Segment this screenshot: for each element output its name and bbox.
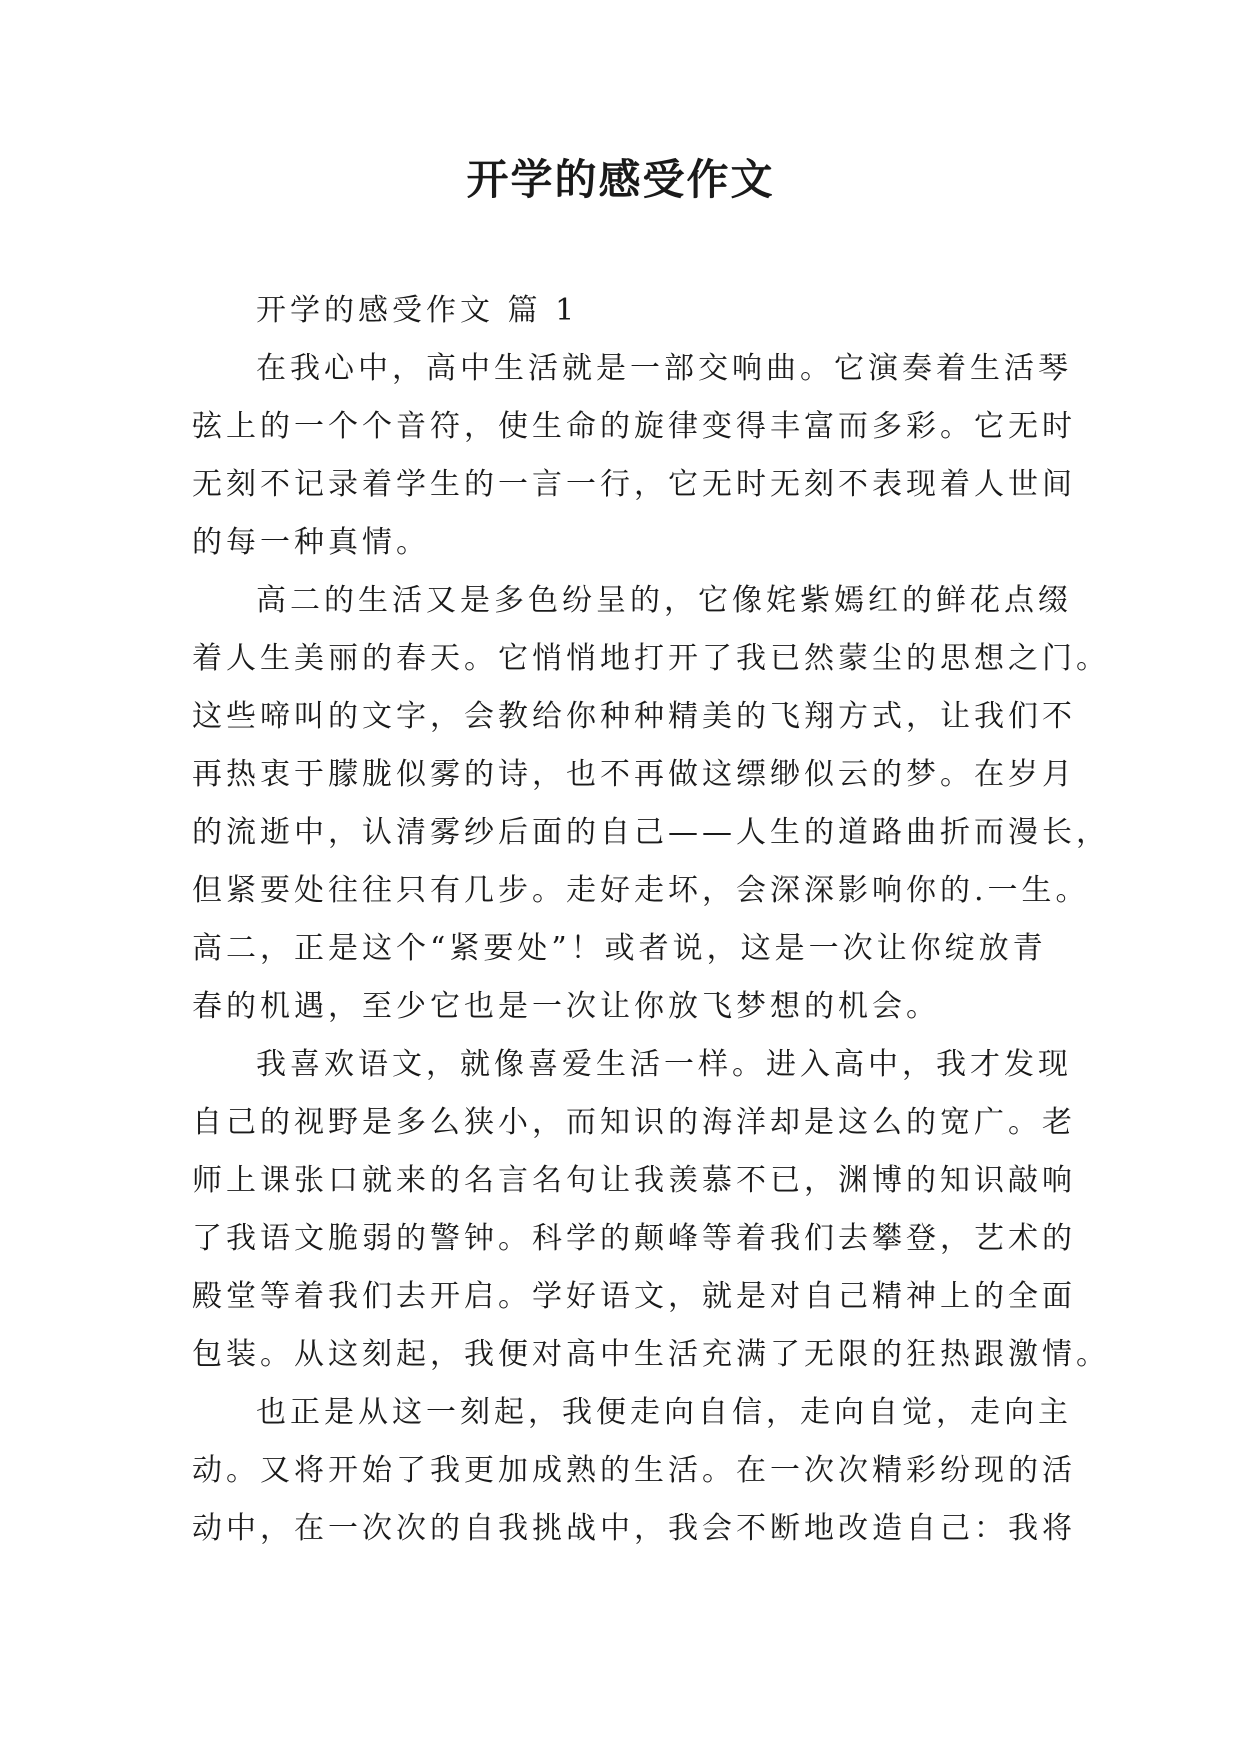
text-line: 在我心中，高中生活就是一部交响曲。它演奏着生活琴: [256, 351, 1072, 386]
text-line: 动。又将开始了我更加成熟的生活。在一次次精彩纷现的活: [192, 1453, 1076, 1488]
text-line: 包装。从这刻起，我便对高中生活充满了无限的狂热跟激情。: [192, 1337, 1110, 1372]
text-line: 的流逝中，认清雾纱后面的自己——人生的道路曲折而漫长，: [192, 815, 1110, 850]
text-line: 高二，正是这个“紧要处”！或者说，这是一次让你绽放青: [192, 931, 1047, 966]
text-line: 无刻不记录着学生的一言一行，它无时无刻不表现着人世间: [192, 467, 1076, 502]
document-title: 开学的感受作文: [466, 155, 775, 204]
text-line: 的每一种真情。: [192, 525, 430, 560]
text-line: 殿堂等着我们去开启。学好语文，就是对自己精神上的全面: [192, 1279, 1076, 1314]
text-line: 动中，在一次次的自我挑战中，我会不断地改造自己：我将: [192, 1511, 1076, 1546]
text-line: 高二的生活又是多色纷呈的，它像姹紫嫣红的鲜花点缀: [256, 583, 1072, 618]
text-line: 着人生美丽的春天。它悄悄地打开了我已然蒙尘的思想之门。: [192, 641, 1110, 676]
text-line: 自己的视野是多么狭小，而知识的海洋却是这么的宽广。老: [192, 1105, 1076, 1140]
text-line: 这些啼叫的文字，会教给你种种精美的飞翔方式，让我们不: [192, 699, 1076, 734]
text-line: 师上课张口就来的名言名句让我羡慕不已，渊博的知识敲响: [192, 1163, 1076, 1198]
text-line: 我喜欢语文，就像喜爱生活一样。进入高中，我才发现: [256, 1047, 1072, 1082]
text-line: 了我语文脆弱的警钟。科学的颠峰等着我们去攀登，艺术的: [192, 1221, 1076, 1256]
document-body: [192, 282, 1110, 1558]
text-line: 但紧要处往往只有几步。走好走坏，会深深影响你的.一生。: [192, 873, 1090, 908]
text-line: 也正是从这一刻起，我便走向自信，走向自觉，走向主: [256, 1395, 1072, 1430]
text-line: 开学的感受作文 篇 1: [256, 293, 579, 328]
text-line: 春的机遇，至少它也是一次让你放飞梦想的机会。: [192, 989, 940, 1024]
text-line: 弦上的一个个音符，使生命的旋律变得丰富而多彩。它无时: [192, 409, 1076, 444]
text-line: 再热衷于朦胧似雾的诗，也不再做这缥缈似云的梦。在岁月: [192, 757, 1076, 792]
